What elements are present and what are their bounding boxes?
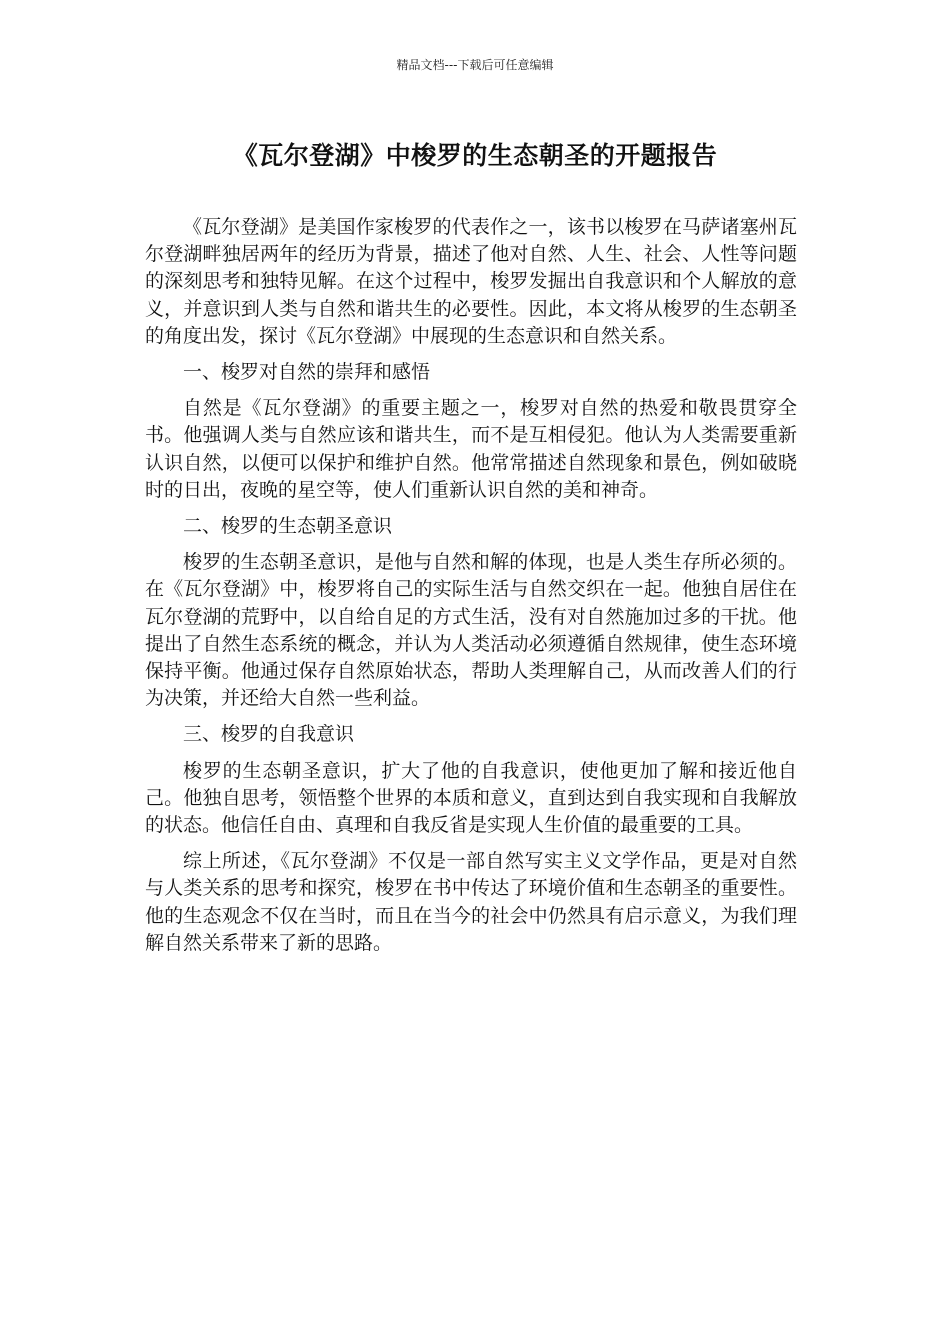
section-2-paragraph: 梭罗的生态朝圣意识，是他与自然和解的体现，也是人类生存所必须的。在《瓦尔登湖》中，梭罗将自己的实际生活与自然交织在一起。他独自居住在瓦尔登湖的荒野中，以自给自足的方式生活，没有对自然施加过多的干扰。他提出了自然生态系统的概念，并认为人类活动必须遵循自然规律，使生态环境保持平衡。他通过保存自然原始状态，帮助人类理解自己，从而改善人们的行为决策，并还给大自然一些利益。 xyxy=(145,551,797,710)
section-heading-3: 三、梭罗的自我意识 xyxy=(183,723,355,746)
section-1-paragraph: 自然是《瓦尔登湖》的重要主题之一，梭罗对自然的热爱和敬畏贯穿全书。他强调人类与自然应该和谐共生，而不是互相侵犯。他认为人类需要重新认识自然，以便可以保护和维护自然。他常常描述自然现象和景色，例如破晓时的日出，夜晚的星空等，使人们重新认识自然的美和神奇。 xyxy=(145,397,797,501)
document-body xyxy=(145,214,797,966)
section-heading-1: 一、梭罗对自然的崇拜和感悟 xyxy=(183,361,431,384)
intro-paragraph: 《瓦尔登湖》是美国作家梭罗的代表作之一，该书以梭罗在马萨诸塞州瓦尔登湖畔独居两年的经历为背景，描述了他对自然、人生、社会、人性等问题的深刻思考和独特见解。在这个过程中，梭罗发掘出自我意识和个人解放的意义，并意识到人类与自然和谐共生的必要性。因此，本文将从梭罗的生态朝圣的角度出发，探讨《瓦尔登湖》中展现的生态意识和自然关系。 xyxy=(145,216,797,347)
section-3-paragraph: 梭罗的生态朝圣意识，扩大了他的自我意识，使他更加了解和接近他自己。他独自思考，领悟整个世界的本质和意义，直到达到自我实现和自我解放的状态。他信任自由、真理和自我反省是实现人生价值的最重要的工具。 xyxy=(145,759,797,837)
conclusion-paragraph: 综上所述，《瓦尔登湖》不仅是一部自然写实主义文学作品，更是对自然与人类关系的思考和探究，梭罗在书中传达了环境价值和生态朝圣的重要性。他的生态观念不仅在当时，而且在当今的社会中仍然具有启示意义，为我们理解自然关系带来了新的思路。 xyxy=(145,850,797,954)
section-heading-2: 二、梭罗的生态朝圣意识 xyxy=(183,515,393,538)
page-header: 精品文档---下载后可任意编辑 xyxy=(396,58,554,72)
document-title: 《瓦尔登湖》中梭罗的生态朝圣的开题报告 xyxy=(232,141,718,170)
